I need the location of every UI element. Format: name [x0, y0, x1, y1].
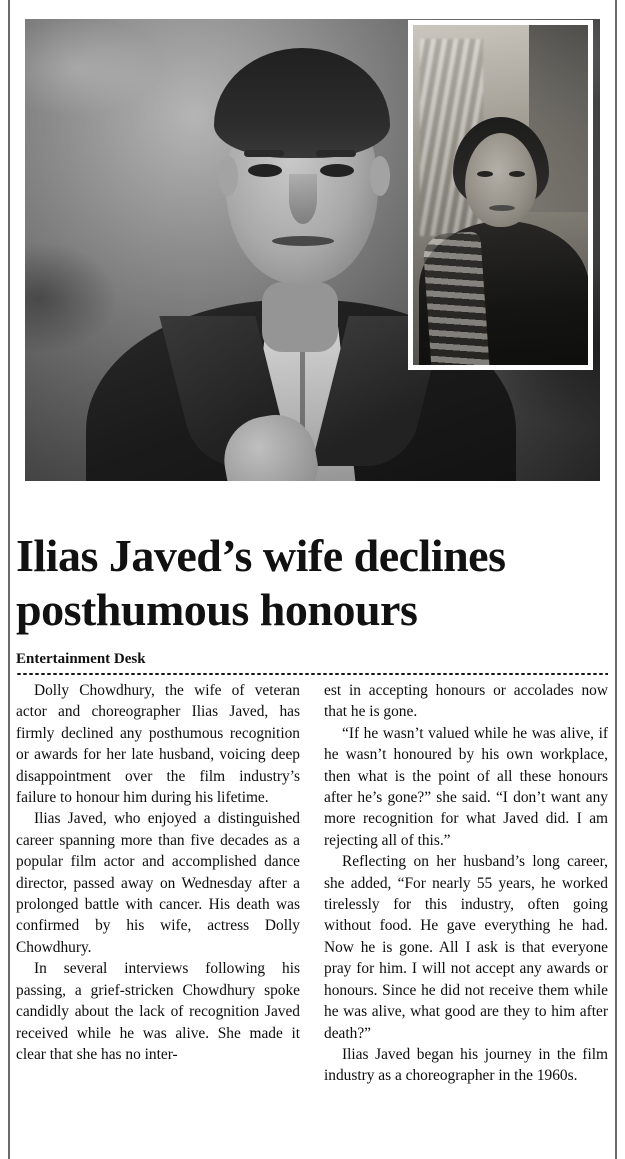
- figure-eye-right: [320, 164, 354, 177]
- paragraph: est in accepting honours or accolades now that he is gone.: [324, 682, 608, 721]
- inset-figure-eye-left: [477, 171, 493, 177]
- byline: Entertainment Desk: [16, 651, 146, 667]
- paragraph: Dolly Chowdhury, the wife of veteran actor and choreographer Ilias Javed, has firmly declined any posthumous recognition or awards for her late husband, voicing deep disappointment over the film industry’s failure to honour him during his lifetime.: [16, 682, 300, 807]
- article-body: [16, 680, 608, 1150]
- article-column-right: [324, 680, 608, 1150]
- inset-figure-head: [465, 133, 537, 227]
- inset-photo: [408, 20, 593, 370]
- figure-mouth: [272, 236, 334, 246]
- article-column-left: [16, 680, 300, 1150]
- figure-neck: [262, 282, 338, 352]
- inset-figure-scarf: [422, 231, 490, 370]
- figure-eyebrow-left: [244, 150, 284, 157]
- page-title: Ilias Javed’s wife declines posthumous honours: [16, 529, 506, 635]
- right-column-rule: [615, 0, 617, 1159]
- paragraph: Ilias Javed, who enjoyed a distinguished career spanning more than five decades as a popular film actor and accomplished dance director, passed away on Wednesday after a prolonged battle with cancer. His death was confirmed by his wife, actress Dolly Chowdhury.: [16, 810, 300, 956]
- paragraph: Ilias Javed began his journey in the film industry as a choreographer in the 1960s.: [324, 1045, 608, 1085]
- byline-divider: [16, 672, 608, 676]
- figure-ear-right: [370, 156, 390, 196]
- figure-eyebrow-right: [316, 150, 356, 157]
- paragraph: “If he wasn’t valued while he was alive, if he wasn’t honoured by his own workplace, then what is the point of all these honours after he’s gone?” she said. “I don’t want any more recognition for what Javed did. I am rejecting all of this.”: [324, 724, 608, 849]
- byline-row: [16, 650, 608, 672]
- figure-hair: [214, 48, 390, 158]
- figure-eye-left: [248, 164, 282, 177]
- figure-nose: [289, 174, 317, 224]
- inset-figure-eye-right: [509, 171, 525, 177]
- inset-figure-mouth: [489, 205, 515, 211]
- figure-ear-left: [218, 156, 238, 196]
- paragraph: In several interviews following his passing, a grief-stricken Chowdhury spoke candidly about the lack of recognition Javed received while he was alive. She made it clear that she has no inter-: [16, 960, 300, 1063]
- left-column-rule: [8, 0, 10, 1159]
- paragraph: Reflecting on her husband’s long career, she added, “For nearly 55 years, he worked tirelessly for this industry, often going without food. He gave everything he had. Now he is gone. All I ask is that everyone pray for him. I will not accept any awards or honours. Since he did not receive them while he was alive, what good are they to him after death?”: [324, 853, 608, 1042]
